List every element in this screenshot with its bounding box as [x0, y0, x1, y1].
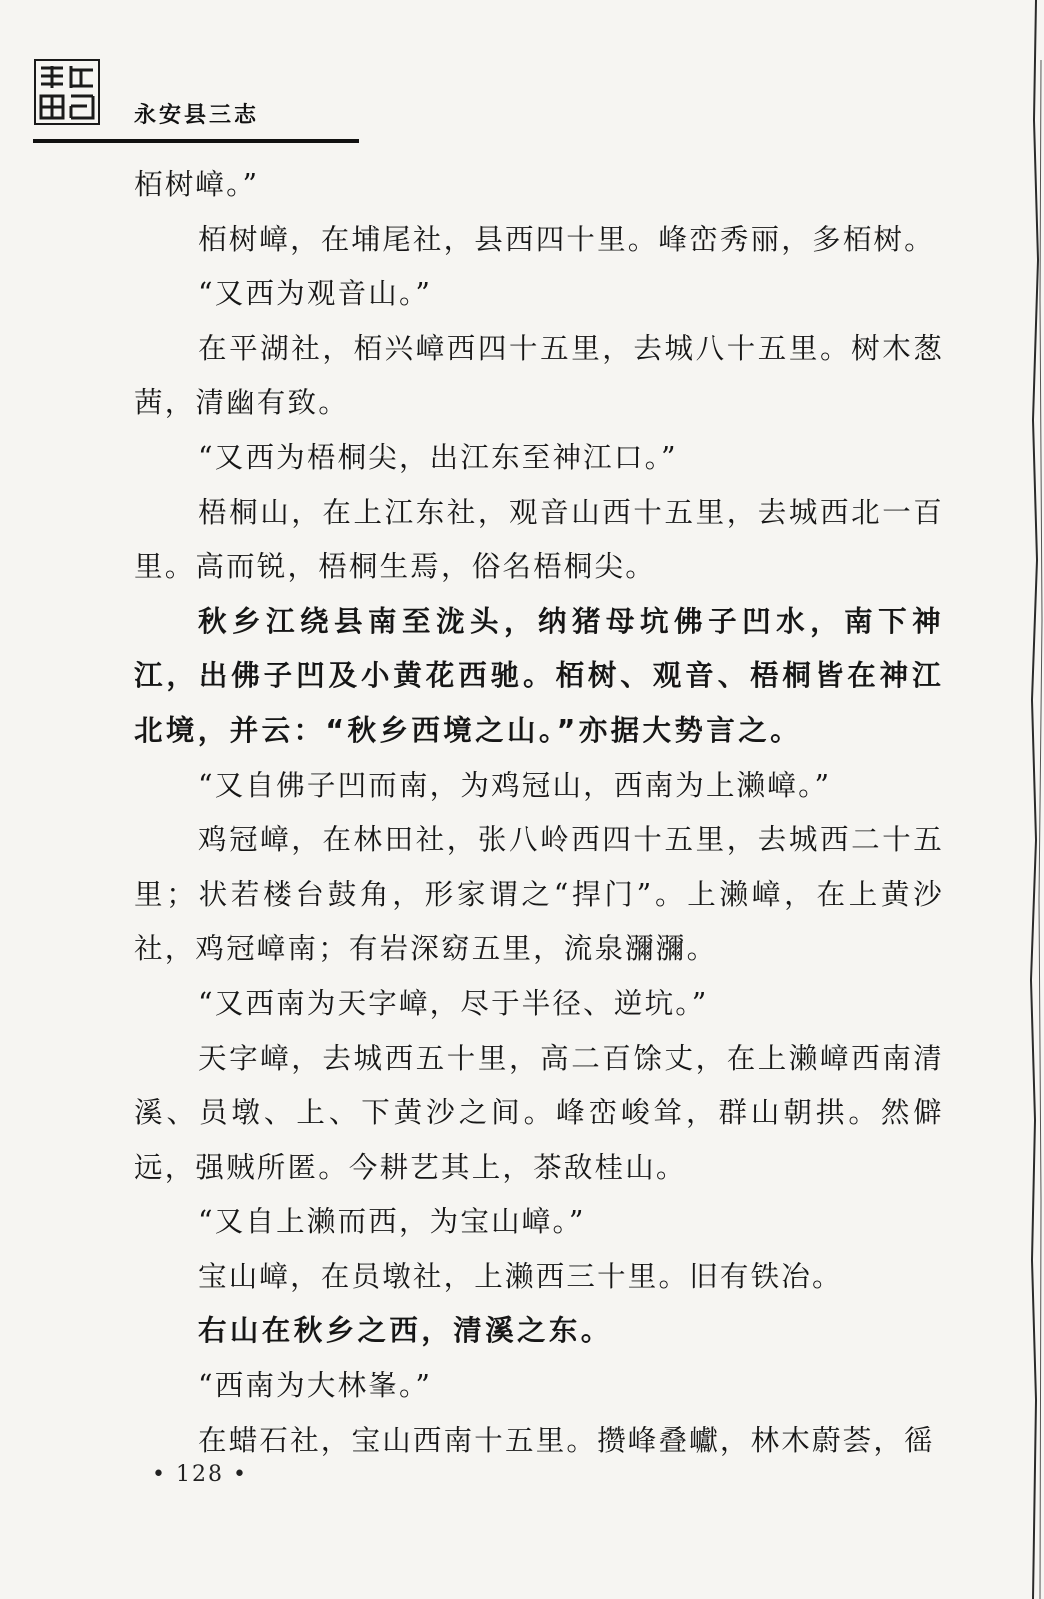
text-paragraph: “又西为梧桐尖，出江东至神江口。”	[198, 440, 678, 474]
text-paragraph: “又西南为天字嶂，尽于半径、逆坑。”	[198, 986, 709, 1020]
header-rule	[33, 139, 359, 143]
text-paragraph: 天字嶂，去城西五十里，高二百馀丈，在上濑嶂西南清溪、员墩、上、下黄沙之间。峰峦峻耸，群山朝拱。然僻远，强贼所匿。今耕艺其上，茶敌桂山。	[134, 1041, 944, 1184]
text-paragraph: 栢树嶂，在埔尾社，县西四十里。峰峦秀丽，多栢树。	[198, 222, 935, 256]
running-title: 永安县三志	[134, 103, 260, 128]
commentary-paragraph: 秋乡江绕县南至泷头，纳猪母坑佛子凹水，南下神江，出佛子凹及小黄花西驰。栢树、观音、梧桐皆在神江北境，并云：“秋乡西境之山。”亦据大势言之。	[134, 604, 944, 747]
text-paragraph: 在平湖社，栢兴嶂西四十五里，去城八十五里。树木葱茜，清幽有致。	[134, 331, 944, 420]
text-paragraph: 宝山嶂，在员墩社，上濑西三十里。旧有铁冶。	[198, 1259, 843, 1293]
text-paragraph: “又西为观音山。”	[198, 277, 433, 311]
body-text	[134, 158, 944, 1468]
scan-edge-decoration	[1014, 0, 1044, 1599]
commentary-paragraph: 右山在秋乡之西，清溪之东。	[198, 1314, 613, 1348]
text-paragraph: “西南为大林峯。”	[198, 1369, 433, 1403]
seal-logo-icon	[33, 58, 101, 126]
text-paragraph: “又自上濑而西，为宝山嶂。”	[198, 1205, 586, 1239]
text-paragraph: 栢树嶂。”	[134, 168, 260, 201]
text-paragraph: 鸡冠嶂，在林田社，张八岭西四十五里，去城西二十五里；状若楼台鼓角，形家谓之“捍门”。上濑嶂，在上黄沙社，鸡冠嶂南；有岩深窈五里，流泉瀰瀰。	[134, 823, 944, 966]
text-paragraph: “又自佛子凹而南，为鸡冠山，西南为上濑嶂。”	[198, 768, 832, 802]
text-paragraph: 梧桐山，在上江东社，观音山西十五里，去城西北一百里。高而锐，梧桐生焉，俗名梧桐尖。	[134, 495, 944, 584]
page-number: • 128 •	[152, 1462, 248, 1487]
text-paragraph: 在蜡石社，宝山西南十五里。攒峰叠巘，林木蔚荟，徭	[198, 1423, 935, 1457]
